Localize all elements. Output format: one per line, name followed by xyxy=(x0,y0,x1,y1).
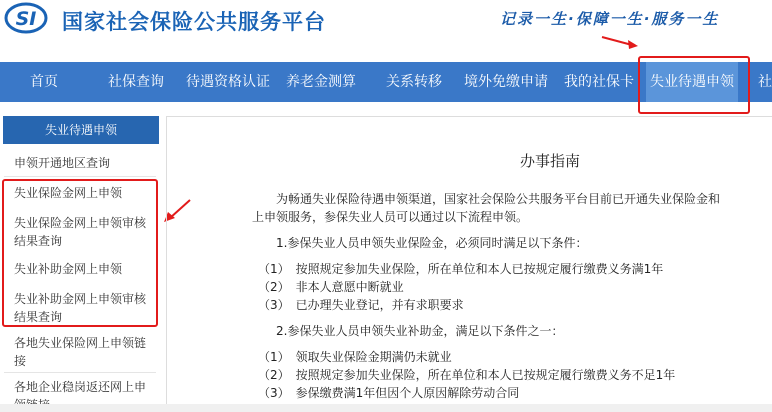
svg-text:SI: SI xyxy=(15,8,37,30)
sidebar-item-job-stabilization-links[interactable]: 各地企业稳岗返还网上申 xyxy=(14,380,147,394)
condition-item: （1） 按照规定参加失业保险，所在单位和本人已按规定履行缴费义务满1年 xyxy=(258,262,664,276)
sidebar-title: 失业待遇申领 xyxy=(3,116,159,144)
condition-item: （1） 领取失业保险金期满仍未就业 xyxy=(258,350,452,364)
condition-item: （3） 已办理失业登记，并有求职要求 xyxy=(258,298,464,312)
si-logo-icon[interactable] xyxy=(4,2,48,34)
nav-item-home[interactable]: 首页 xyxy=(30,74,58,90)
sidebar-item-region-query[interactable]: 申领开通地区查询 xyxy=(14,156,111,170)
condition-item: （2） 按照规定参加失业保险，所在单位和本人已按规定履行缴费义务不足1年 xyxy=(258,368,676,382)
nav-item-social-insurance-query[interactable]: 社保查询 xyxy=(108,74,164,90)
section-heading: 1.参保失业人员申领失业保险金，必须同时满足以下条件： xyxy=(276,236,588,250)
sidebar-item-local-links[interactable]: 各地失业保险网上申领链接 xyxy=(14,336,147,368)
annotation-arrow-icon xyxy=(600,34,640,50)
site-slogan: 记录一生·保障一生·服务一生 xyxy=(500,10,720,28)
section-heading: 2.参保失业人员申领失业补助金，满足以下条件之一： xyxy=(276,324,564,338)
nav-item-overflow[interactable]: 社 xyxy=(758,74,772,90)
intro-text: 为畅通失业保险待遇申领渠道，国家社会保险公共服务平台目前已开通失业保险金和 xyxy=(276,192,721,206)
nav-item-relationship-transfer[interactable]: 关系转移 xyxy=(386,74,442,90)
condition-item: （2） 非本人意愿中断就业 xyxy=(258,280,404,294)
page-title: 办事指南 xyxy=(520,152,581,170)
sidebar-item-unemployment-insurance-apply[interactable]: 失业保险金网上申领 xyxy=(14,186,123,200)
sidebar-divider xyxy=(4,176,156,177)
horizontal-scrollbar[interactable] xyxy=(0,404,772,412)
annotation-highlight-nav xyxy=(638,56,750,114)
sidebar-item-unemployment-subsidy-apply[interactable]: 失业补助金网上申领 xyxy=(14,262,123,276)
site-title[interactable]: 国家社会保险公共服务平台 xyxy=(62,10,326,34)
site-header xyxy=(0,0,772,62)
sidebar-divider xyxy=(4,372,156,373)
nav-item-unemployment-benefits[interactable]: 失业待遇申领 xyxy=(646,62,738,102)
nav-item-pension-calculator[interactable]: 养老金测算 xyxy=(286,74,356,90)
nav-item-overseas-exemption[interactable]: 境外免缴申请 xyxy=(464,74,548,90)
nav-item-benefit-qualification[interactable]: 待遇资格认证 xyxy=(186,74,270,90)
intro-text: 上申领服务，参保失业人员可以通过以下流程申领。 xyxy=(252,210,529,224)
condition-item: （3） 参保缴费满1年但因个人原因解除劳动合同 xyxy=(258,386,520,400)
annotation-highlight-sidebar xyxy=(2,179,158,327)
sidebar-item-unemployment-insurance-result[interactable]: 失业保险金网上申领审核结果查询 xyxy=(14,216,147,248)
nav-item-my-social-card[interactable]: 我的社保卡 xyxy=(564,74,634,90)
sidebar-item-unemployment-subsidy-result[interactable]: 失业补助金网上申领审核结果查询 xyxy=(14,292,147,324)
